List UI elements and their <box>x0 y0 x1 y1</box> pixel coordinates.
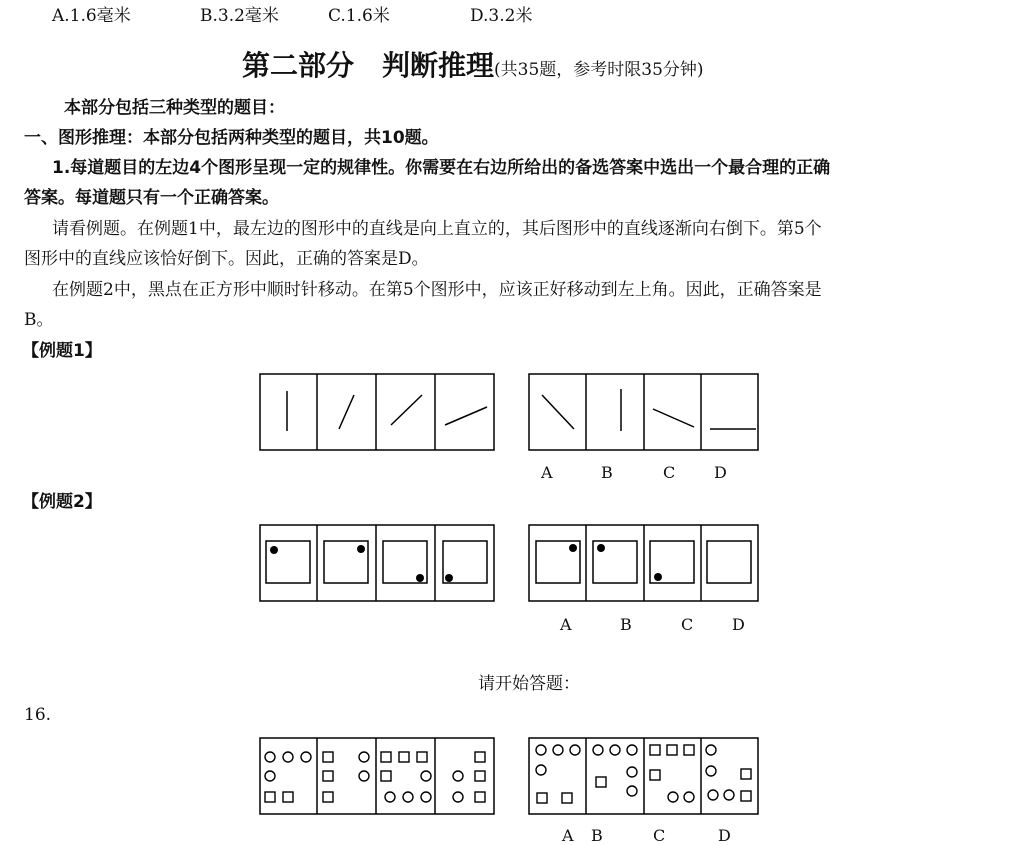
title-main: 第二部分 判断推理 <box>242 49 495 82</box>
question16-answer-label-a: A <box>562 826 574 845</box>
example2-answer-label-b: B <box>620 615 632 634</box>
question16-answer-label-c: C <box>653 826 666 845</box>
example2-explain-line-2: B。 <box>24 310 54 330</box>
example1-answer-label-b: B <box>601 463 613 482</box>
page-title <box>242 44 704 84</box>
example1-answer-label-d: D <box>714 463 727 482</box>
example1-answer-label-a: A <box>541 463 553 482</box>
example1-explain-line-2: 图形中的直线应该恰好倒下。因此，正确的答案是D。 <box>24 249 429 269</box>
instruction-line-1: 1.每道题目的左边4个图形呈现一定的规律性。你需要在右边所给出的备选答案中选出一个最合理的正确 <box>52 158 831 178</box>
instruction-line-2: 答案。每道题只有一个正确答案。 <box>24 188 279 208</box>
question-number: 16. <box>24 705 52 725</box>
question16-answer-figures <box>528 737 759 815</box>
example2-question-figures <box>259 524 495 602</box>
section-heading: 一、图形推理：本部分包括两种类型的题目，共10题。 <box>24 128 439 148</box>
example2-answer-figures <box>528 524 759 602</box>
example1-answer-figures <box>528 373 759 451</box>
example1-explain-line-1: 请看例题。在例题1中，最左边的图形中的直线是向上直立的，其后图形中的直线逐渐向右倒下。第5个 <box>52 219 822 239</box>
example1-answer-label-c: C <box>663 463 676 482</box>
start-prompt: 请开始答题： <box>478 674 580 694</box>
example1-question-figures <box>259 373 495 451</box>
example2-answer-label-a: A <box>560 615 572 634</box>
example2-explain-line-1: 在例题2中，黑点在正方形中顺时针移动。在第5个图形中，应该正好移动到左上角。因此，正确答案是 <box>52 280 822 300</box>
intro-text: 本部分包括三种类型的题目： <box>64 98 285 118</box>
question16-figures <box>259 737 495 815</box>
question16-answer-label-d: D <box>718 826 731 845</box>
prev-option-d: D.3.2米 <box>470 6 533 26</box>
prev-option-c: C.1.6米 <box>328 6 390 26</box>
title-sub: (共35题，参考时限35分钟) <box>494 60 704 80</box>
prev-option-a: A.1.6毫米 <box>52 6 131 26</box>
example1-label: 【例题1】 <box>22 341 102 361</box>
example2-answer-label-c: C <box>681 615 694 634</box>
example2-answer-label-d: D <box>732 615 745 634</box>
prev-option-b: B.3.2毫米 <box>200 6 279 26</box>
question16-answer-label-b: B <box>591 826 603 845</box>
example2-label: 【例题2】 <box>22 492 102 512</box>
